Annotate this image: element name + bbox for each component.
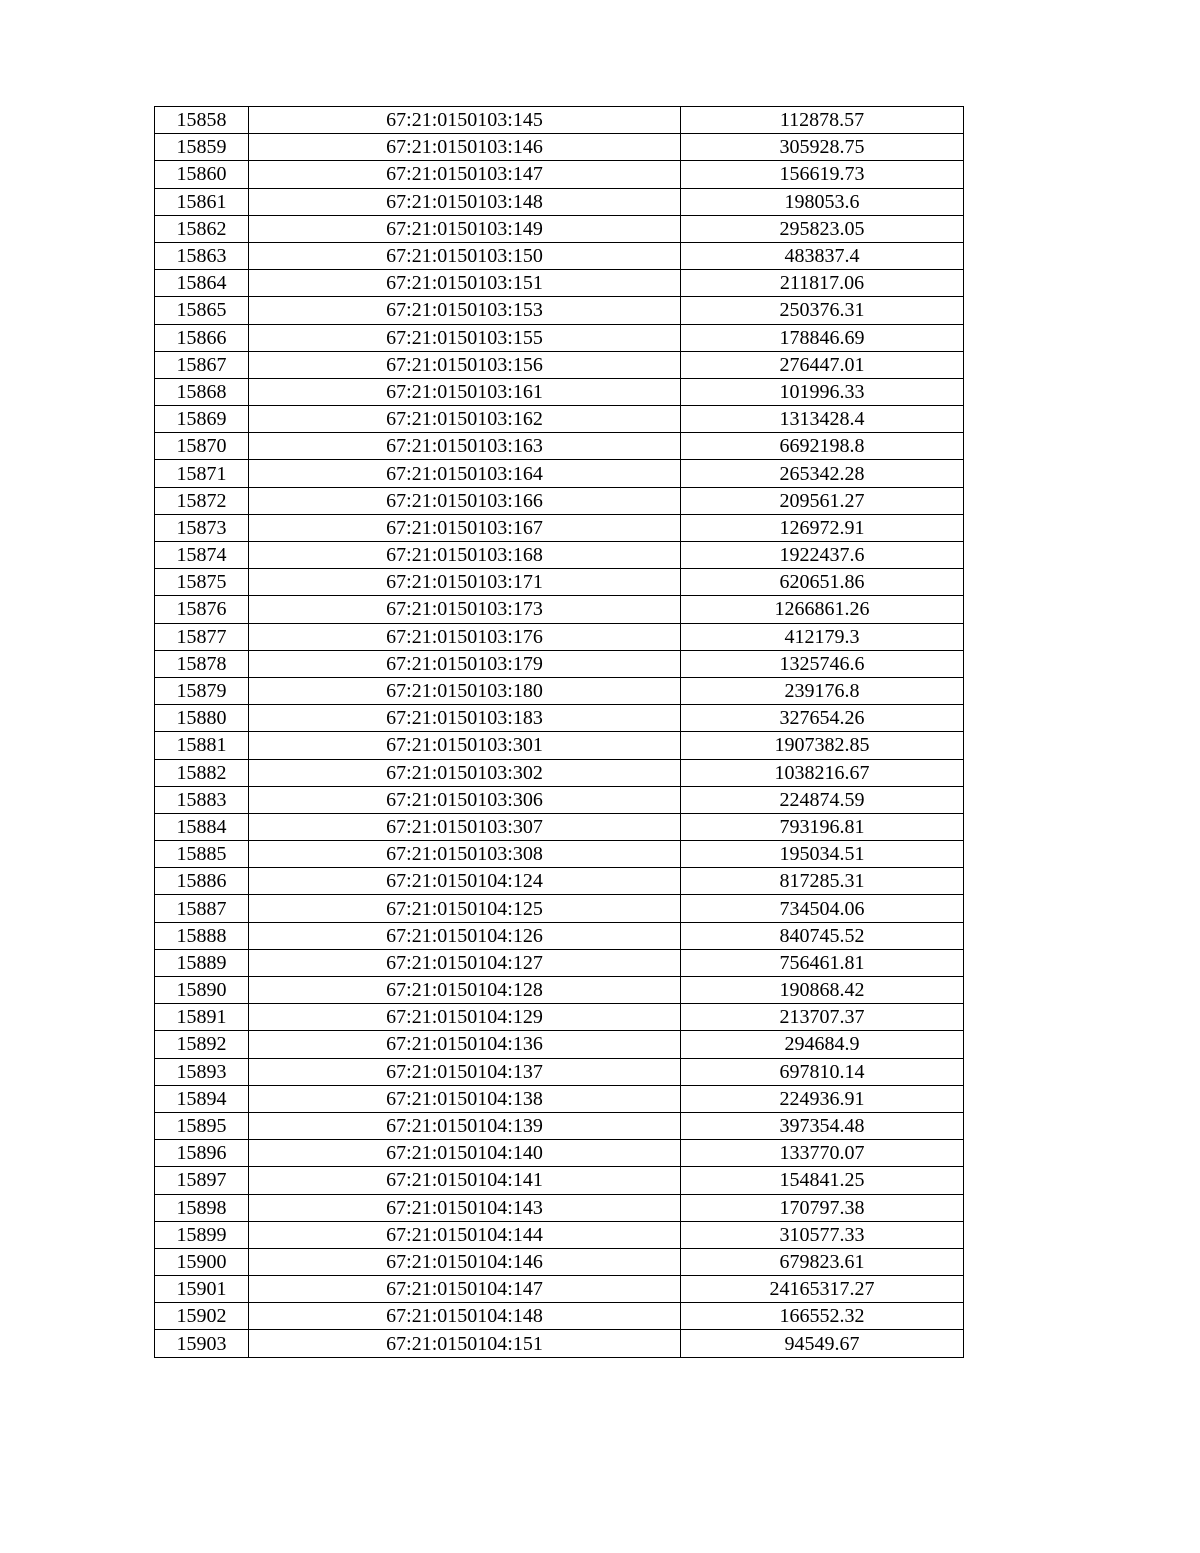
value-cell: 213707.37 xyxy=(681,1004,964,1031)
table-row xyxy=(155,1167,964,1194)
table-row xyxy=(155,977,964,1004)
value-cell: 756461.81 xyxy=(681,949,964,976)
cadastral-number-cell: 67:21:0150104:128 xyxy=(249,977,681,1004)
cadastral-number-cell: 67:21:0150103:153 xyxy=(249,297,681,324)
value-cell: 294684.9 xyxy=(681,1031,964,1058)
row-number-cell: 15876 xyxy=(155,596,249,623)
cadastral-number-cell: 67:21:0150104:137 xyxy=(249,1058,681,1085)
value-cell: 817285.31 xyxy=(681,868,964,895)
cadastral-number-cell: 67:21:0150103:171 xyxy=(249,569,681,596)
table-row xyxy=(155,1221,964,1248)
table-body xyxy=(155,107,964,1358)
table-row xyxy=(155,596,964,623)
cadastral-number-cell: 67:21:0150103:168 xyxy=(249,542,681,569)
row-number-cell: 15883 xyxy=(155,786,249,813)
value-cell: 679823.61 xyxy=(681,1248,964,1275)
row-number-cell: 15890 xyxy=(155,977,249,1004)
value-cell: 24165317.27 xyxy=(681,1276,964,1303)
value-cell: 1313428.4 xyxy=(681,406,964,433)
table-row xyxy=(155,406,964,433)
value-cell: 195034.51 xyxy=(681,841,964,868)
row-number-cell: 15875 xyxy=(155,569,249,596)
value-cell: 224936.91 xyxy=(681,1085,964,1112)
table-row xyxy=(155,215,964,242)
cadastral-number-cell: 67:21:0150104:144 xyxy=(249,1221,681,1248)
cadastral-number-cell: 67:21:0150103:147 xyxy=(249,161,681,188)
table-row xyxy=(155,1058,964,1085)
table-row xyxy=(155,242,964,269)
cadastral-number-cell: 67:21:0150103:150 xyxy=(249,242,681,269)
value-cell: 276447.01 xyxy=(681,351,964,378)
row-number-cell: 15861 xyxy=(155,188,249,215)
cadastral-number-cell: 67:21:0150103:306 xyxy=(249,786,681,813)
row-number-cell: 15895 xyxy=(155,1112,249,1139)
row-number-cell: 15898 xyxy=(155,1194,249,1221)
row-number-cell: 15881 xyxy=(155,732,249,759)
row-number-cell: 15893 xyxy=(155,1058,249,1085)
value-cell: 840745.52 xyxy=(681,922,964,949)
cadastral-number-cell: 67:21:0150104:140 xyxy=(249,1140,681,1167)
cadastral-number-cell: 67:21:0150103:145 xyxy=(249,107,681,134)
cadastral-number-cell: 67:21:0150103:301 xyxy=(249,732,681,759)
row-number-cell: 15867 xyxy=(155,351,249,378)
table-row xyxy=(155,759,964,786)
table-row xyxy=(155,161,964,188)
cadastral-value-table xyxy=(154,106,964,1358)
row-number-cell: 15868 xyxy=(155,378,249,405)
cadastral-number-cell: 67:21:0150103:166 xyxy=(249,487,681,514)
table-row xyxy=(155,922,964,949)
cadastral-number-cell: 67:21:0150104:127 xyxy=(249,949,681,976)
cadastral-number-cell: 67:21:0150104:129 xyxy=(249,1004,681,1031)
row-number-cell: 15887 xyxy=(155,895,249,922)
cadastral-number-cell: 67:21:0150104:138 xyxy=(249,1085,681,1112)
table-row xyxy=(155,732,964,759)
value-cell: 224874.59 xyxy=(681,786,964,813)
cadastral-number-cell: 67:21:0150103:149 xyxy=(249,215,681,242)
value-cell: 209561.27 xyxy=(681,487,964,514)
row-number-cell: 15888 xyxy=(155,922,249,949)
value-cell: 295823.05 xyxy=(681,215,964,242)
row-number-cell: 15889 xyxy=(155,949,249,976)
row-number-cell: 15874 xyxy=(155,542,249,569)
row-number-cell: 15877 xyxy=(155,623,249,650)
cadastral-number-cell: 67:21:0150103:302 xyxy=(249,759,681,786)
table-row xyxy=(155,841,964,868)
row-number-cell: 15897 xyxy=(155,1167,249,1194)
row-number-cell: 15863 xyxy=(155,242,249,269)
cadastral-number-cell: 67:21:0150103:308 xyxy=(249,841,681,868)
table-row xyxy=(155,1085,964,1112)
table-row xyxy=(155,569,964,596)
value-cell: 412179.3 xyxy=(681,623,964,650)
row-number-cell: 15896 xyxy=(155,1140,249,1167)
row-number-cell: 15873 xyxy=(155,514,249,541)
row-number-cell: 15862 xyxy=(155,215,249,242)
cadastral-number-cell: 67:21:0150103:161 xyxy=(249,378,681,405)
cadastral-number-cell: 67:21:0150104:139 xyxy=(249,1112,681,1139)
row-number-cell: 15882 xyxy=(155,759,249,786)
table-row xyxy=(155,134,964,161)
cadastral-number-cell: 67:21:0150103:164 xyxy=(249,460,681,487)
row-number-cell: 15885 xyxy=(155,841,249,868)
value-cell: 133770.07 xyxy=(681,1140,964,1167)
value-cell: 1907382.85 xyxy=(681,732,964,759)
value-cell: 1266861.26 xyxy=(681,596,964,623)
cadastral-number-cell: 67:21:0150103:173 xyxy=(249,596,681,623)
row-number-cell: 15903 xyxy=(155,1330,249,1357)
value-cell: 154841.25 xyxy=(681,1167,964,1194)
row-number-cell: 15891 xyxy=(155,1004,249,1031)
value-cell: 1038216.67 xyxy=(681,759,964,786)
table-row xyxy=(155,1004,964,1031)
value-cell: 170797.38 xyxy=(681,1194,964,1221)
row-number-cell: 15880 xyxy=(155,705,249,732)
table-row xyxy=(155,786,964,813)
row-number-cell: 15899 xyxy=(155,1221,249,1248)
table-row xyxy=(155,1303,964,1330)
value-cell: 178846.69 xyxy=(681,324,964,351)
row-number-cell: 15859 xyxy=(155,134,249,161)
cadastral-number-cell: 67:21:0150103:156 xyxy=(249,351,681,378)
table-row xyxy=(155,1140,964,1167)
value-cell: 697810.14 xyxy=(681,1058,964,1085)
value-cell: 793196.81 xyxy=(681,813,964,840)
table-row xyxy=(155,1112,964,1139)
row-number-cell: 15878 xyxy=(155,650,249,677)
table-row xyxy=(155,188,964,215)
cadastral-number-cell: 67:21:0150103:155 xyxy=(249,324,681,351)
row-number-cell: 15894 xyxy=(155,1085,249,1112)
value-cell: 126972.91 xyxy=(681,514,964,541)
value-cell: 305928.75 xyxy=(681,134,964,161)
row-number-cell: 15871 xyxy=(155,460,249,487)
table-row xyxy=(155,868,964,895)
value-cell: 6692198.8 xyxy=(681,433,964,460)
cadastral-number-cell: 67:21:0150103:162 xyxy=(249,406,681,433)
table-row xyxy=(155,1276,964,1303)
row-number-cell: 15879 xyxy=(155,677,249,704)
table-row xyxy=(155,270,964,297)
table-row xyxy=(155,1248,964,1275)
value-cell: 198053.6 xyxy=(681,188,964,215)
cadastral-number-cell: 67:21:0150103:163 xyxy=(249,433,681,460)
value-cell: 1325746.6 xyxy=(681,650,964,677)
value-cell: 397354.48 xyxy=(681,1112,964,1139)
value-cell: 250376.31 xyxy=(681,297,964,324)
value-cell: 101996.33 xyxy=(681,378,964,405)
cadastral-number-cell: 67:21:0150104:136 xyxy=(249,1031,681,1058)
cadastral-number-cell: 67:21:0150103:148 xyxy=(249,188,681,215)
cadastral-number-cell: 67:21:0150103:176 xyxy=(249,623,681,650)
value-cell: 211817.06 xyxy=(681,270,964,297)
value-cell: 620651.86 xyxy=(681,569,964,596)
cadastral-number-cell: 67:21:0150104:148 xyxy=(249,1303,681,1330)
cadastral-number-cell: 67:21:0150103:183 xyxy=(249,705,681,732)
cadastral-number-cell: 67:21:0150104:141 xyxy=(249,1167,681,1194)
value-cell: 1922437.6 xyxy=(681,542,964,569)
value-cell: 483837.4 xyxy=(681,242,964,269)
value-cell: 327654.26 xyxy=(681,705,964,732)
table-row xyxy=(155,378,964,405)
cadastral-number-cell: 67:21:0150104:151 xyxy=(249,1330,681,1357)
row-number-cell: 15869 xyxy=(155,406,249,433)
table-row xyxy=(155,487,964,514)
row-number-cell: 15902 xyxy=(155,1303,249,1330)
table-row xyxy=(155,813,964,840)
row-number-cell: 15886 xyxy=(155,868,249,895)
table-row xyxy=(155,1031,964,1058)
table-row xyxy=(155,351,964,378)
table-row xyxy=(155,542,964,569)
table-row xyxy=(155,949,964,976)
value-cell: 166552.32 xyxy=(681,1303,964,1330)
value-cell: 265342.28 xyxy=(681,460,964,487)
table-row xyxy=(155,297,964,324)
row-number-cell: 15884 xyxy=(155,813,249,840)
row-number-cell: 15866 xyxy=(155,324,249,351)
table-row xyxy=(155,895,964,922)
cadastral-number-cell: 67:21:0150103:151 xyxy=(249,270,681,297)
cadastral-number-cell: 67:21:0150104:126 xyxy=(249,922,681,949)
cadastral-number-cell: 67:21:0150103:180 xyxy=(249,677,681,704)
value-cell: 239176.8 xyxy=(681,677,964,704)
table-row xyxy=(155,1330,964,1357)
cadastral-number-cell: 67:21:0150104:125 xyxy=(249,895,681,922)
cadastral-number-cell: 67:21:0150103:307 xyxy=(249,813,681,840)
value-cell: 112878.57 xyxy=(681,107,964,134)
value-cell: 94549.67 xyxy=(681,1330,964,1357)
table-row xyxy=(155,433,964,460)
table-row xyxy=(155,460,964,487)
value-cell: 190868.42 xyxy=(681,977,964,1004)
table-row xyxy=(155,514,964,541)
cadastral-number-cell: 67:21:0150104:146 xyxy=(249,1248,681,1275)
row-number-cell: 15901 xyxy=(155,1276,249,1303)
table-row xyxy=(155,677,964,704)
table-row xyxy=(155,650,964,677)
table-row xyxy=(155,1194,964,1221)
table-row xyxy=(155,107,964,134)
row-number-cell: 15900 xyxy=(155,1248,249,1275)
row-number-cell: 15872 xyxy=(155,487,249,514)
cadastral-number-cell: 67:21:0150104:143 xyxy=(249,1194,681,1221)
value-cell: 310577.33 xyxy=(681,1221,964,1248)
table-row xyxy=(155,324,964,351)
cadastral-number-cell: 67:21:0150104:147 xyxy=(249,1276,681,1303)
row-number-cell: 15864 xyxy=(155,270,249,297)
row-number-cell: 15865 xyxy=(155,297,249,324)
table-row xyxy=(155,623,964,650)
row-number-cell: 15870 xyxy=(155,433,249,460)
value-cell: 156619.73 xyxy=(681,161,964,188)
table-row xyxy=(155,705,964,732)
value-cell: 734504.06 xyxy=(681,895,964,922)
row-number-cell: 15858 xyxy=(155,107,249,134)
cadastral-number-cell: 67:21:0150104:124 xyxy=(249,868,681,895)
cadastral-number-cell: 67:21:0150103:146 xyxy=(249,134,681,161)
cadastral-number-cell: 67:21:0150103:167 xyxy=(249,514,681,541)
row-number-cell: 15860 xyxy=(155,161,249,188)
row-number-cell: 15892 xyxy=(155,1031,249,1058)
cadastral-number-cell: 67:21:0150103:179 xyxy=(249,650,681,677)
